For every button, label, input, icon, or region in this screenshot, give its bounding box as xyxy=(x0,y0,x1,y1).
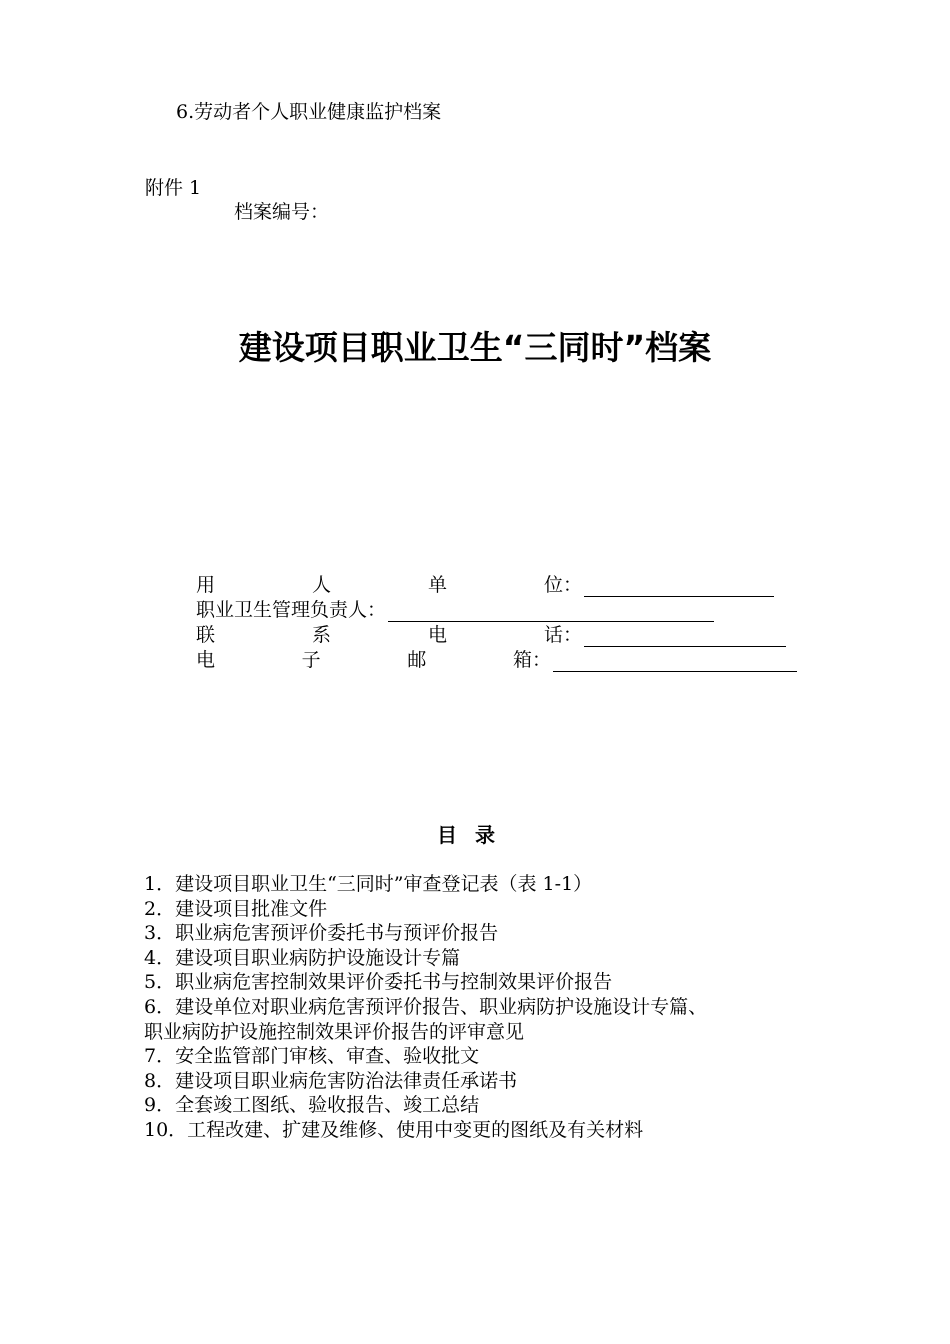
employer-label xyxy=(196,573,582,597)
toc-list xyxy=(144,872,824,1143)
label-char: 系 xyxy=(311,624,331,646)
label-char: 话： xyxy=(543,624,582,646)
label-char: 联 xyxy=(196,624,216,646)
label-char: 子 xyxy=(301,649,321,671)
phone-label xyxy=(196,623,582,647)
label-char: 位： xyxy=(543,574,582,596)
phone-field-row xyxy=(196,623,786,647)
label-char: 电 xyxy=(196,649,216,671)
section-heading: 6.劳动者个人职业健康监护档案 xyxy=(176,101,442,123)
toc-item: 1．建设项目职业卫生“三同时”审查登记表（表 1-1） xyxy=(144,873,593,895)
toc-item: 职业病防护设施控制效果评价报告的评审意见 xyxy=(144,1020,525,1043)
label-char: 人 xyxy=(311,574,331,596)
email-label xyxy=(196,648,551,672)
toc-title: 目录 xyxy=(437,823,513,847)
label-char: 箱： xyxy=(512,649,551,671)
toc-item: 8．建设项目职业病危害防治法律责任承诺书 xyxy=(144,1069,518,1092)
archive-number-label: 档案编号： xyxy=(234,201,330,223)
email-field-row xyxy=(196,648,797,672)
toc-item: 6．建设单位对职业病危害预评价报告、职业病防护设施设计专篇、 xyxy=(144,995,708,1018)
toc-item: 10．工程改建、扩建及维修、使用中变更的图纸及有关材料 xyxy=(144,1118,644,1141)
email-blank-line[interactable] xyxy=(553,652,797,672)
attachment-label: 附件 1 xyxy=(145,177,202,199)
toc-item: 4．建设项目职业病防护设施设计专篇 xyxy=(144,946,461,969)
label-char: 邮 xyxy=(407,649,427,671)
toc-item: 7．安全监管部门审核、审查、验收批文 xyxy=(144,1045,480,1068)
toc-item: 3．职业病危害预评价委托书与预评价报告 xyxy=(144,922,499,945)
toc-item: 5．职业病危害控制效果评价委托书与控制效果评价报告 xyxy=(144,971,613,994)
employer-blank-line[interactable] xyxy=(584,577,774,597)
manager-blank-line[interactable] xyxy=(388,602,714,622)
label-char: 单 xyxy=(427,574,447,596)
label-char: 电 xyxy=(427,624,447,646)
toc-item: 2．建设项目批准文件 xyxy=(144,897,328,920)
phone-blank-line[interactable] xyxy=(584,627,786,647)
manager-label: 职业卫生管理负责人： xyxy=(196,599,387,621)
document-title: 建设项目职业卫生“三同时”档案 xyxy=(238,328,712,367)
manager-field-row xyxy=(196,598,714,622)
label-char: 用 xyxy=(196,574,216,596)
employer-field-row xyxy=(196,573,774,597)
toc-item: 9．全套竣工图纸、验收报告、竣工总结 xyxy=(144,1094,480,1117)
